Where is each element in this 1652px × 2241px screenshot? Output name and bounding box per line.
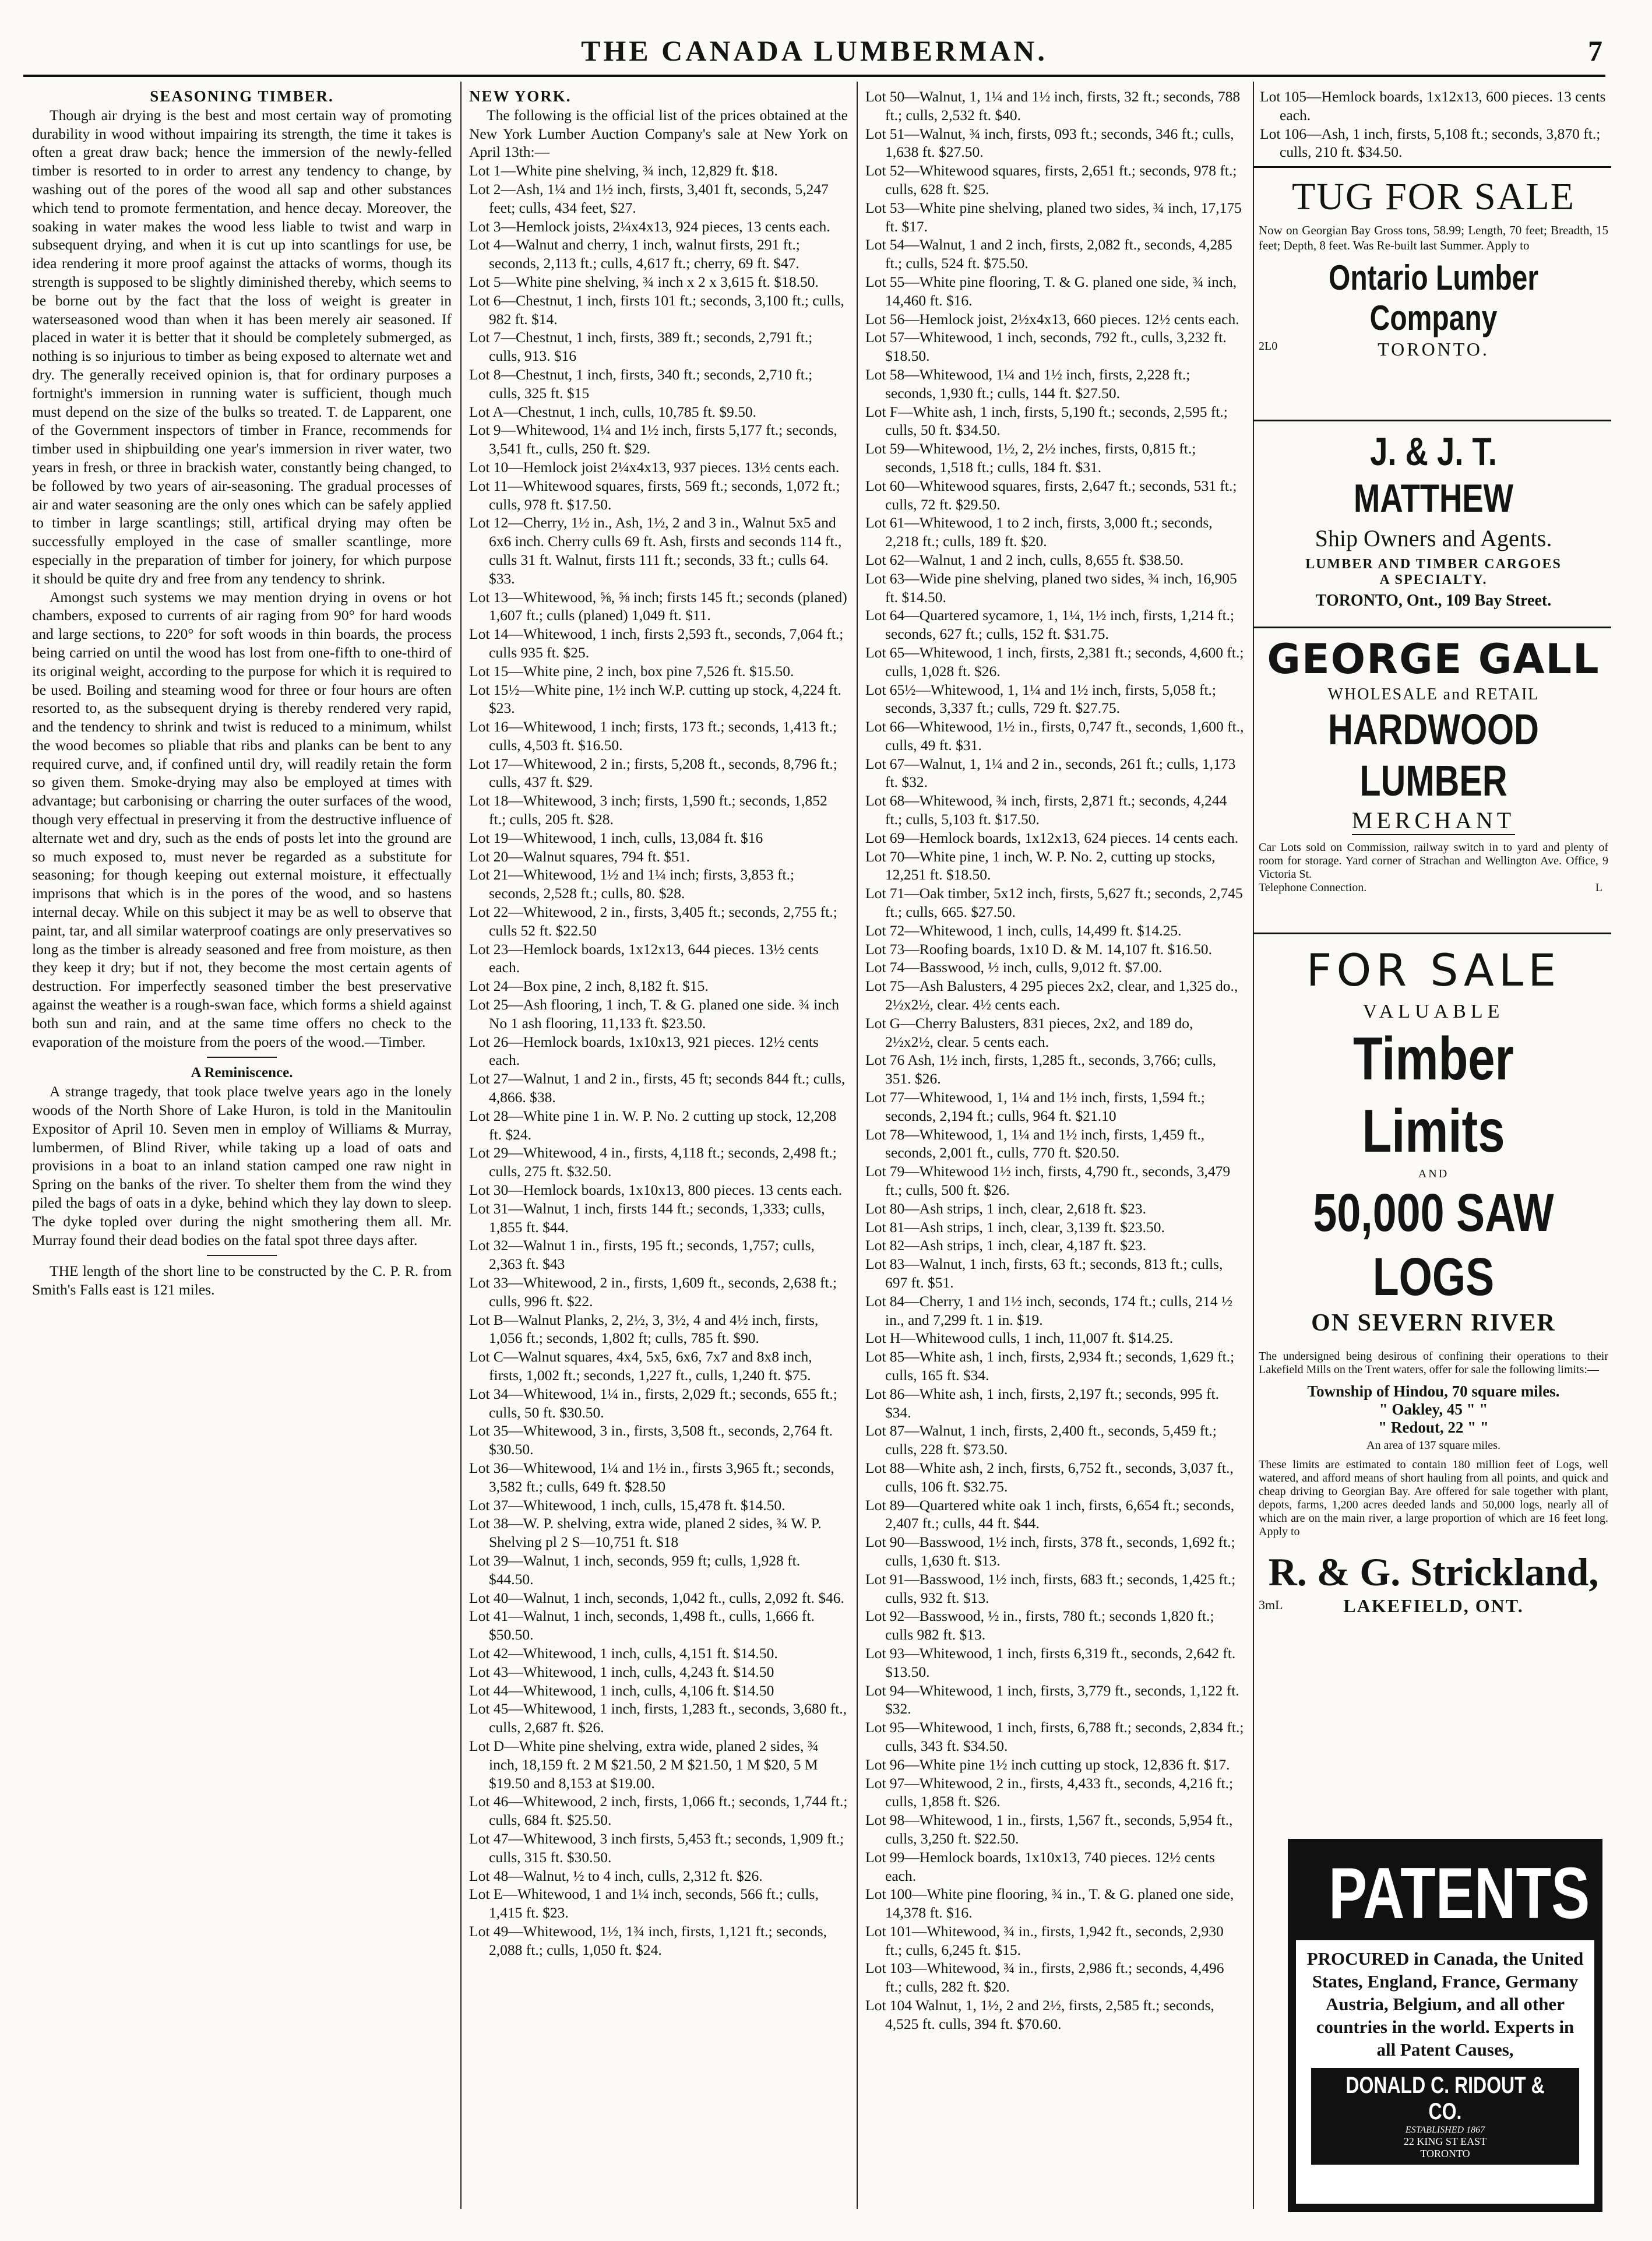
- column-rule: [1253, 82, 1254, 2209]
- lot-entry: Lot 17—Whitewood, 2 in.; firsts, 5,208 ft., seconds, 8,796 ft.; culls, 437 ft. $29.: [469, 755, 837, 791]
- lot-entry: Lot 55—White pine flooring, T. & G. planed one side, ¾ inch, 14,460 ft. $16.: [865, 273, 1237, 309]
- lot-entry: Lot 96—White pine 1½ inch cutting up stock, 12,836 ft. $17.: [865, 1755, 1230, 1773]
- lot-entry: Lot 75—Ash Balusters, 4 295 pieces 2x2, clear, and 1,325 do., 2½x2½, clear. 4½ cents each.: [865, 977, 1238, 1014]
- lot-entry: Lot 2—Ash, 1¼ and 1½ inch, firsts, 3,401 ft, seconds, 5,247 feet; culls, 434 feet, $27.: [469, 180, 829, 216]
- lot-entry: Lot 20—Walnut squares, 794 ft. $51.: [469, 847, 690, 865]
- ad-title: FOR SALE: [1306, 944, 1561, 996]
- article-paragraph: A strange tragedy, that took place twelve years ago in the lonely woods of the North Shore of Lake Huron, is told in the Manitoulin Expositor of April 10. Seven men in employ of Williams & Murray, lumbermen, of Blind River, while taking up a load of oats and provisions in a boat to an inland station camped one raw night in Spring on the banks of the river. To shelter them from the wind they piled the bags of oats in a dyke, behind which they lay down to sleep. The dyke topled over during the night smothering them all. Mr. Murray found their dead bodies on the fatal spot three days after.: [32, 1083, 452, 1248]
- lot-entry: Lot 72—Whitewood, 1 inch, culls, 14,499 ft. $14.25.: [865, 921, 1182, 939]
- lot-entry: Lot 15½—White pine, 1½ inch W.P. cutting up stock, 4,224 ft. $23.: [469, 681, 841, 717]
- ad-phone: Telephone Connection.: [1259, 881, 1367, 894]
- lot-entry: Lot 19—Whitewood, 1 inch, culls, 13,084 ft. $16: [469, 829, 763, 846]
- lot-entry: Lot 94—Whitewood, 1 inch, firsts, 3,779 ft., seconds, 1,122 ft. $32.: [865, 1681, 1239, 1718]
- lot-entry: Lot 45—Whitewood, 1 inch, firsts, 1,283 ft., seconds, 3,680 ft., culls, 2,687 ft. $26.: [469, 1700, 847, 1736]
- lot-entry: Lot 8—Chestnut, 1 inch, firsts, 340 ft.; seconds, 2,710 ft.; culls, 325 ft. $15: [469, 365, 813, 402]
- ad-firm-block: [1311, 2068, 1579, 2165]
- lot-entry: Lot 103—Whitewood, ¾ in., firsts, 2,986 ft.; seconds, 4,496 ft.; culls, 282 ft. $20.: [865, 1959, 1224, 1996]
- lot-entry: Lot 12—Cherry, 1½ in., Ash, 1½, 2 and 3 in., Walnut 5x5 and 6x6 inch. Cherry culls 69 ft. Ash, firsts and seconds 114 ft., culls 31 ft. Walnut, firsts 111 ft.; seconds, 33 ft.; culls 64. $33.: [469, 514, 842, 587]
- lot-entry: Lot 67—Walnut, 1, 1¼ and 2 in., seconds, 261 ft.; culls, 1,173 ft. $32.: [865, 755, 1236, 791]
- lot-entry: Lot 62—Walnut, 1 and 2 inch, culls, 8,655 ft. $38.50.: [865, 551, 1184, 568]
- lot-entry: Lot 36—Whitewood, 1¼ and 1½ in., firsts 3,965 ft.; seconds, 3,582 ft.; culls, 649 ft. $28.50: [469, 1459, 834, 1495]
- patents-ad: [1288, 1839, 1602, 2212]
- lot-entry: Lot H—Whitewood culls, 1 inch, 11,007 ft. $14.25.: [865, 1329, 1174, 1347]
- lot-entry: Lot 77—Whitewood, 1, 1¼ and 1½ inch, firsts, 1,594 ft.; seconds, 2,194 ft.; culls, 964 ft. $21.10: [865, 1089, 1205, 1124]
- lot-entry: Lot 24—Box pine, 2 inch, 8,182 ft. $15.: [469, 977, 709, 995]
- ad-line: A SPECIALTY.: [1379, 572, 1488, 587]
- lot-entry: Lot 57—Whitewood, 1 inch, seconds, 792 ft., culls, 3,232 ft. $18.50.: [865, 329, 1227, 365]
- column-rule: [460, 82, 462, 2209]
- lot-entry: Lot 5—White pine shelving, ¾ inch x 2 x 3,615 ft. $18.50.: [469, 273, 819, 290]
- lot-entry: Lot 40—Walnut, 1 inch, seconds, 1,042 ft., culls, 2,092 ft. $46.: [469, 1589, 844, 1606]
- lot-entry: Lot 51—Walnut, ¾ inch, firsts, 093 ft.; seconds, 346 ft.; culls, 1,638 ft. $27.50.: [865, 125, 1234, 161]
- lot-entry: Lot 42—Whitewood, 1 inch, culls, 4,151 ft. $14.50.: [469, 1644, 778, 1662]
- ad-line: 50,000 SAW LOGS: [1313, 1183, 1554, 1307]
- divider: [207, 1057, 277, 1058]
- ad-line: AND: [1418, 1167, 1449, 1180]
- ad-line: MERCHANT: [1352, 807, 1515, 835]
- ad-line: Timber Limits: [1353, 1025, 1514, 1165]
- lot-entry: Lot 10—Hemlock joist 2¼x4x13, 937 pieces. 13½ cents each.: [469, 458, 840, 476]
- tug-ad: [1259, 175, 1608, 360]
- article-heading: A Reminiscence.: [191, 1065, 293, 1081]
- ad-body: Car Lots sold on Commission, railway switch in to yard and plenty of room for storage. Yard corner of Strachan and Wellington Ave. Office, 9 Victoria St.: [1259, 841, 1608, 881]
- ad-line: Ship Owners and Agents.: [1315, 525, 1552, 551]
- lot-entry: Lot 53—White pine shelving, planed two sides, ¾ inch, 17,175 ft. $17.: [865, 199, 1242, 235]
- gall-ad: [1259, 635, 1608, 898]
- ad-line: WHOLESALE and RETAIL: [1327, 685, 1540, 703]
- column-new-york: [469, 87, 848, 2209]
- lot-entry: Lot 87—Walnut, 1 inch, firsts, 2,400 ft., seconds, 5,459 ft.; culls, 228 ft. $73.50.: [865, 1422, 1217, 1458]
- lot-entry: Lot 74—Basswood, ½ inch, culls, 9,012 ft. $7.00.: [865, 959, 1163, 976]
- lot-entry: Lot 7—Chestnut, 1 inch, firsts, 389 ft.; seconds, 2,791 ft.; culls, 913. $16: [469, 329, 813, 365]
- lot-entry: Lot 1—White pine shelving, ¾ inch, 12,829 ft. $18.: [469, 162, 778, 180]
- ad-title: PATENTS: [1296, 1847, 1594, 1940]
- ad-address: TORONTO, Ont., 109 Bay Street.: [1315, 592, 1552, 610]
- page-number: 7: [1588, 34, 1602, 67]
- lot-entry: Lot 104 Walnut, 1, 1½, 2 and 2½, firsts, 2,585 ft.; seconds, 4,525 ft. culls, 394 ft. $70.60.: [865, 1997, 1214, 2032]
- ad-line: TORONTO: [1420, 2148, 1470, 2159]
- ad-line: 22 KING ST EAST: [1403, 2136, 1487, 2147]
- lot-entry: Lot 79—Whitewood 1½ inch, firsts, 4,790 ft., seconds, 3,479 ft.; culls, 500 ft. $26.: [865, 1163, 1231, 1199]
- lot-entry: Lot 95—Whitewood, 1 inch, firsts, 6,788 ft.; seconds, 2,834 ft.; culls, 343 ft. $34.50.: [865, 1719, 1244, 1754]
- lot-entry: Lot 63—Wide pine shelving, planed two sides, ¾ inch, 16,905 ft. $14.50.: [865, 569, 1237, 606]
- ad-divider: [1253, 420, 1611, 421]
- ad-code: L: [1595, 881, 1602, 894]
- ad-line: An area of 137 square miles.: [1366, 1439, 1500, 1452]
- lot-entry: Lot 34—Whitewood, 1¼ in., firsts, 2,029 ft.; seconds, 655 ft.; culls, 50 ft. $30.50.: [469, 1385, 837, 1421]
- lot-entry: Lot 54—Walnut, 1 and 2 inch, firsts, 2,082 ft., seconds, 4,285 ft.; culls, 524 ft. $75.50.: [865, 236, 1232, 272]
- news-item: THE length of the short line to be constructed by the C. P. R. from Smith's Falls east is 121 miles.: [32, 1262, 452, 1299]
- lot-entry: Lot 65½—Whitewood, 1, 1¼ and 1½ inch, firsts, 5,058 ft.; seconds, 3,337 ft.; culls, 729 ft. $27.75.: [865, 681, 1217, 717]
- lot-entry: Lot 6—Chestnut, 1 inch, firsts 101 ft.; seconds, 3,100 ft.; culls, 982 ft. $14.: [469, 291, 844, 328]
- matthew-ad: [1259, 428, 1608, 610]
- ad-firm: R. & G. Strickland,: [1268, 1550, 1599, 1594]
- article-heading: SEASONING TIMBER.: [150, 87, 334, 105]
- lot-entry: Lot C—Walnut squares, 4x4, 5x5, 6x6, 7x7 and 8x8 inch, firsts, 1,002 ft.; seconds, 1,227 ft., culls, 1,240 ft. $75.: [469, 1348, 812, 1384]
- lot-entry: Lot 92—Basswood, ½ in., firsts, 780 ft.; seconds 1,820 ft.; culls 982 ft. $13.: [865, 1607, 1214, 1644]
- lot-entry: Lot 56—Hemlock joist, 2½x4x13, 660 pieces. 12½ cents each.: [865, 310, 1239, 328]
- lot-entry: Lot 83—Walnut, 1 inch, firsts, 63 ft.; seconds, 813 ft.; culls, 697 ft. $51.: [865, 1255, 1223, 1291]
- article-intro: The following is the official list of the prices obtained at the New York Lumber Auction Company's sale at New York on April 13th:—: [469, 106, 848, 161]
- lot-entry: Lot 9—Whitewood, 1¼ and 1½ inch, firsts 5,177 ft.; seconds, 3,541 ft., culls, 250 ft. $29.: [469, 421, 837, 458]
- ad-body: PROCURED in Canada, the United States, England, France, Germany Austria, Belgium, and all other countries in the world. Experts in all Patent Causes,: [1306, 1948, 1584, 2060]
- lot-entry: Lot 52—Whitewood squares, firsts, 2,651 ft.; seconds, 978 ft.; culls, 628 ft. $25.: [865, 162, 1237, 198]
- lot-entry: Lot 37—Whitewood, 1 inch, culls, 15,478 ft. $14.50.: [469, 1496, 786, 1514]
- lot-entry: Lot 21—Whitewood, 1½ and 1¼ inch; firsts, 3,853 ft.; seconds, 2,528 ft.; culls, 80. $28.: [469, 866, 795, 902]
- lot-entry: Lot 22—Whitewood, 2 in., firsts, 3,405 ft.; seconds, 2,755 ft.; culls 52 ft. $22.50: [469, 903, 837, 939]
- lot-entry: Lot 46—Whitewood, 2 inch, firsts, 1,066 ft.; seconds, 1,744 ft.; culls, 684 ft. $25.50.: [469, 1793, 848, 1829]
- lot-entry: Lot 3—Hemlock joists, 2¼x4x13, 924 pieces, 13 cents each.: [469, 217, 830, 235]
- lot-entry: Lot 59—Whitewood, 1½, 2, 2½ inches, firsts, 0,815 ft.; seconds, 1,518 ft.; culls, 184 ft. $31.: [865, 440, 1196, 476]
- lot-entry: Lot 70—White pine, 1 inch, W. P. No. 2, cutting up stocks, 12,251 ft. $18.50.: [865, 847, 1216, 884]
- article-paragraph: Amongst such systems we may mention drying in ovens or hot chambers, exposed to currents of air raging from 90° for hard woods and large sections, to 220° for soft woods in thin boards, the process being carried on until the wood has lost from one-fifth to one-third of its original weight, according to the purpose for which it is required to be used. Boiling and steaming wood for three or four hours are often resorted to, as the subsequent drying is thereby rendered very rapid, and the tendency to shrink and twist is reduced to a minimum, whilst the wood becomes so pliable that ribs and planks can be bent to any required curve, and, if confined until dry, will readily retain the form so given them. Smoke-drying may also be employed at times with advantage; but carbonising or charring the outer surfaces of the wood, though very effectual in preserving it from the destructive influence of alternate wet and dry, such as the ends of posts let into the ground are so much exposed to, must never be regarded as a substitute for seasoning; for though keeping out external moisture, it effectually imprisons that which is in the pores of the wood, and so hastens internal decay. While on this subject it may be as well to observe that paint, tar, and all similar waterproof coatings are only preservatives so long as the timber is already seasoned and free from moisture, as then they keep it dry; but if not, they become the most certain agents of destruction. For imperfectly seasoned timber the best preservative against the weather is a rough-swan face, which forms a shield against both sun and rain, and at the same time offers no check to the evaporation of the moisture from the poers of the wood.—Timber.: [32, 588, 452, 1050]
- ad-title: TUG FOR SALE: [1291, 175, 1576, 218]
- ad-line: " Oakley, 45 " ": [1379, 1401, 1488, 1418]
- lot-entry: Lot D—White pine shelving, extra wide, planed 2 sides, ¾ inch, 18,159 ft. 2 M $21.50, 2 M $21.50, 1 M $20, 5 M $19.50 and 8,153 at $19.00.: [469, 1737, 819, 1792]
- ad-company: Ontario Lumber Company: [1328, 258, 1539, 337]
- lot-entry: Lot 106—Ash, 1 inch, firsts, 5,108 ft.; seconds, 3,870 ft.; culls, 210 ft. $34.50.: [1260, 125, 1601, 161]
- lot-entry: Lot 60—Whitewood squares, firsts, 2,647 ft.; seconds, 531 ft.; culls, 72 ft. $29.50.: [865, 477, 1237, 513]
- lot-entry: Lot 47—Whitewood, 3 inch firsts, 5,453 ft.; seconds, 1,909 ft.; culls, 315 ft. $30.50.: [469, 1830, 844, 1866]
- lot-entry: Lot 105—Hemlock boards, 1x12x13, 600 pieces. 13 cents each.: [1260, 88, 1606, 124]
- lot-entry: Lot 61—Whitewood, 1 to 2 inch, firsts, 3,000 ft.; seconds, 2,218 ft.; culls, 189 ft. $20.: [865, 514, 1213, 550]
- lot-entry: Lot E—Whitewood, 1 and 1¼ inch, seconds, 566 ft.; culls, 1,415 ft. $23.: [469, 1885, 819, 1922]
- lot-entry: Lot 98—Whitewood, 1 in., firsts, 1,567 ft., seconds, 5,954 ft., culls, 3,250 ft. $22.50.: [865, 1811, 1233, 1847]
- lot-entry: Lot 39—Walnut, 1 inch, seconds, 959 ft; culls, 1,928 ft. $44.50.: [469, 1552, 801, 1588]
- lot-entry: Lot B—Walnut Planks, 2, 2½, 3, 3½, 4 and 4½ inch, firsts, 1,056 ft.; seconds, 1,802 ft; culls, 785 ft. $90.: [469, 1311, 819, 1347]
- lot-entry: Lot 31—Walnut, 1 inch, firsts 144 ft.; seconds, 1,333; culls, 1,855 ft. $44.: [469, 1199, 825, 1236]
- lot-entry: Lot 89—Quartered white oak 1 inch, firsts, 6,654 ft.; seconds, 2,407 ft.; culls, 44 ft. $44.: [865, 1496, 1235, 1532]
- lot-entry: Lot 64—Quartered sycamore, 1, 1¼, 1½ inch, firsts, 1,214 ft.; seconds, 627 ft.; culls, 152 ft. $31.75.: [865, 607, 1235, 643]
- lot-entry: Lot 14—Whitewood, 1 inch, firsts 2,593 ft., seconds, 7,064 ft.; culls 935 ft. $25.: [469, 625, 844, 661]
- forsale-ad: [1259, 944, 1608, 1619]
- newspaper-title: THE CANADA LUMBERMAN.: [581, 34, 1048, 67]
- ad-line: " Redout, 22 " ": [1378, 1419, 1489, 1436]
- lot-entry: Lot 35—Whitewood, 3 in., firsts, 3,508 ft., seconds, 2,764 ft. $30.50.: [469, 1422, 833, 1458]
- lot-entry: Lot 26—Hemlock boards, 1x10x13, 921 pieces. 12½ cents each.: [469, 1033, 819, 1069]
- lot-entry: Lot G—Cherry Balusters, 831 pieces, 2x2, and 189 do, 2½x2½, clear. 5 cents each.: [865, 1014, 1193, 1050]
- ad-body: The undersigned being desirous of confining their operations to their Lakefield Mills on the Trent waters, offer for sale the following limits:—: [1259, 1350, 1608, 1376]
- lot-entry: Lot 93—Whitewood, 1 inch, firsts 6,319 ft., seconds, 2,642 ft. $13.50.: [865, 1644, 1236, 1680]
- lot-entry: Lot 33—Whitewood, 2 in., firsts, 1,609 ft., seconds, 2,638 ft.; culls, 996 ft. $22.: [469, 1274, 837, 1310]
- lot-entry: Lot 69—Hemlock boards, 1x12x13, 624 pieces. 14 cents each.: [865, 829, 1239, 846]
- article-paragraph: Though air drying is the best and most certain way of promoting durability in wood without impairing its strength, the time it takes is often a great draw back; hence the immersion of the newly-felled timber is resorted to in order to arrest any tendency to change, by washing out of the pores of the wood all sap and other substances which tend to promote fermentation, and hence decay. Moreover, the soaking in water makes the wood less liable to twist and warp in subsequent drying, and when it is cut up into scantlings for use, be idea rendering it more proof against the attacks of worms, though its strength is supposed to be slightly diminished thereby, which seems to be borne out by the fact that the loss of weight is greater in waterseasoned wood than when it has been merely air seasoned. If placed in water it is better that it should be completely submerged, as nothing is so injurious to timber as being exposed to alternate wet and dry. The generally received opinion is, that for ordinary purposes a fortnight's immersion in running water is sufficient, though much must depend on the size of the bulks so treated. T. de Lapparent, one of the Government inspectors of timber in France, recommends for timber used in shipbuilding one year's immersion in river water, two years in fresh, or three in brackish water, constantly being changed, to be followed by two years of air-seasoning. The gradual processes of air and water seasoning are the only ones which can be safely applied to timber in large scantlings; still, artifical drying may often be successfully employed in the case of smaller scantlinge, more especially in the preparation of timber for joinery, for which purpose it should be quite dry and free from any tendency to shrink.: [32, 106, 452, 587]
- lot-entry: Lot 76 Ash, 1½ inch, firsts, 1,285 ft., seconds, 3,766; culls, 351. $26.: [865, 1051, 1217, 1088]
- lot-entry: Lot 68—Whitewood, ¾ inch, firsts, 2,871 ft.; seconds, 4,244 ft.; culls, 5,103 ft. $17.50.: [865, 792, 1227, 828]
- lot-entry: Lot 13—Whitewood, ⅝, ⅝ inch; firsts 145 ft.; seconds (planed) 1,607 ft.; culls (planed) 1,049 ft. $11.: [469, 588, 847, 624]
- lot-entry: Lot 41—Walnut, 1 inch, seconds, 1,498 ft., culls, 1,666 ft. $50.50.: [469, 1607, 815, 1644]
- lot-entry: Lot 4—Walnut and cherry, 1 inch, walnut firsts, 291 ft.; seconds, 2,113 ft.; culls, 4,617 ft.; cherry, 69 ft. $47.: [469, 236, 800, 272]
- lot-entry: Lot 82—Ash strips, 1 inch, clear, 4,187 ft. $23.: [865, 1237, 1146, 1254]
- lot-entry: Lot 49—Whitewood, 1½, 1¾ inch, firsts, 1,121 ft.; seconds, 2,088 ft.; culls, 1,050 ft. $24.: [469, 1922, 827, 1958]
- lots-tail: [1260, 87, 1607, 163]
- lot-entry: Lot 11—Whitewood squares, firsts, 569 ft.; seconds, 1,072 ft.; culls, 978 ft. $17.50.: [469, 477, 840, 513]
- lot-entry: Lot 23—Hemlock boards, 1x12x13, 644 pieces. 13½ cents each.: [469, 940, 819, 976]
- lot-entry: Lot A—Chestnut, 1 inch, culls, 10,785 ft. $9.50.: [469, 403, 756, 420]
- lot-entry: Lot 65—Whitewood, 1 inch, firsts, 2,381 ft.; seconds, 4,600 ft.; culls, 1,028 ft. $26.: [865, 643, 1244, 680]
- ad-divider: [1253, 627, 1611, 628]
- lot-entry: Lot 16—Whitewood, 1 inch; firsts, 173 ft.; seconds, 1,413 ft.; culls, 4,503 ft. $16.50.: [469, 718, 837, 754]
- lot-entry: Lot 38—W. P. shelving, extra wide, planed 2 sides, ¾ W. P. Shelving pl 2 S—10,751 ft. $18: [469, 1515, 822, 1551]
- lot-entry: Lot 88—White ash, 2 inch, firsts, 6,752 ft., seconds, 3,037 ft., culls, 106 ft. $32.75.: [865, 1459, 1234, 1495]
- ad-body: Now on Georgian Bay Gross tons, 58.99; Length, 70 feet; Breadth, 15 feet; Depth, 8 feet. Was Re-built last Summer. Apply to: [1259, 223, 1608, 252]
- article-heading: NEW YORK.: [469, 87, 572, 105]
- lot-entry: Lot 80—Ash strips, 1 inch, clear, 2,618 ft. $23.: [865, 1199, 1146, 1217]
- lot-entry: Lot 25—Ash flooring, 1 inch, T. & G. planed one side. ¾ inch No 1 ash flooring, 11,133 ft. $23.50.: [469, 996, 840, 1032]
- lot-entry: Lot 91—Basswood, 1½ inch, firsts, 683 ft.; seconds, 1,425 ft.; culls, 932 ft. $13.: [865, 1570, 1236, 1606]
- lot-entry: Lot 90—Basswood, 1½ inch, firsts, 378 ft., seconds, 1,692 ft.; culls, 1,630 ft. $13.: [865, 1533, 1235, 1569]
- lot-entry: Lot 78—Whitewood, 1, 1¼ and 1½ inch, firsts, 1,459 ft., seconds, 2,001 ft., culls, 770 ft. $20.50.: [865, 1125, 1205, 1162]
- lot-entry: Lot 66—Whitewood, 1½ in., firsts, 0,747 ft., seconds, 1,600 ft., culls, 49 ft. $31.: [865, 718, 1244, 754]
- lot-entry: Lot 29—Whitewood, 4 in., firsts, 4,118 ft.; seconds, 2,498 ft.; culls, 275 ft. $32.50.: [469, 1144, 837, 1180]
- lot-entry: Lot 18—Whitewood, 3 inch; firsts, 1,590 ft.; seconds, 1,852 ft.; culls, 205 ft. $28.: [469, 792, 827, 828]
- lot-entry: Lot 85—White ash, 1 inch, firsts, 2,934 ft.; seconds, 1,629 ft.; culls, 165 ft. $34.: [865, 1348, 1235, 1384]
- lot-entry: Lot 86—White ash, 1 inch, firsts, 2,197 ft.; seconds, 995 ft. $34.: [865, 1385, 1219, 1421]
- divider: [207, 1255, 277, 1256]
- lot-entry: Lot 30—Hemlock boards, 1x10x13, 800 pieces. 13 cents each.: [469, 1181, 843, 1199]
- ad-line: ON SEVERN RIVER: [1311, 1310, 1556, 1336]
- ad-code: 3mL: [1259, 1598, 1283, 1612]
- ad-body: These limits are estimated to contain 180 million feet of Logs, well watered, and afford means of short hauling from all points, and quick and cheap driving to Georgian Bay. Are offered for sale together with plant, depots, farms, 1,200 acres deeded lands and 50,000 logs, nearly all of which are on the main river, a large proportion of which are 16 feet long. Apply to: [1259, 1458, 1608, 1538]
- ad-line: VALUABLE: [1362, 1001, 1505, 1022]
- ad-title: J. & J. T. MATTHEW: [1354, 430, 1513, 520]
- lot-entry: Lot 27—Walnut, 1 and 2 in., firsts, 45 ft; seconds 844 ft.; culls, 4,866. $38.: [469, 1070, 846, 1106]
- lot-entry: Lot 28—White pine 1 in. W. P. No. 2 cutting up stock, 12,208 ft. $24.: [469, 1107, 837, 1143]
- lot-entry: Lot 44—Whitewood, 1 inch, culls, 4,106 ft. $14.50: [469, 1681, 774, 1699]
- ad-code: 2L0: [1259, 340, 1278, 353]
- ad-line: HARDWOOD LUMBER: [1328, 705, 1539, 805]
- lot-entry: Lot 97—Whitewood, 2 in., firsts, 4,433 ft., seconds, 4,216 ft.; culls, 1,858 ft. $26.: [865, 1774, 1234, 1810]
- lot-entry: Lot 100—White pine flooring, ¾ in., T. & G. planed one side, 14,378 ft. $16.: [865, 1885, 1234, 1922]
- lot-entry: Lot 32—Walnut 1 in., firsts, 195 ft.; seconds, 1,757; culls, 2,363 ft. $43: [469, 1237, 815, 1273]
- lot-entry: Lot 73—Roofing boards, 1x10 D. & M. 14,107 ft. $16.50.: [865, 940, 1212, 958]
- ad-divider: [1253, 166, 1611, 168]
- ad-line: LUMBER AND TIMBER CARGOES: [1305, 557, 1562, 572]
- column-rule: [857, 82, 858, 2209]
- lot-entry: Lot 84—Cherry, 1 and 1½ inch, seconds, 174 ft.; culls, 214 ½ in., and 7,299 ft. 1 in. $19.: [865, 1292, 1233, 1328]
- ad-city: TORONTO.: [1378, 339, 1489, 360]
- lot-entry: Lot 43—Whitewood, 1 inch, culls, 4,243 ft. $14.50: [469, 1663, 774, 1680]
- ad-title: GEORGE GALL: [1267, 635, 1600, 683]
- lot-entry: Lot 99—Hemlock boards, 1x10x13, 740 pieces. 12½ cents each.: [865, 1848, 1215, 1884]
- lot-entry: Lot 48—Walnut, ½ to 4 inch, culls, 2,312 ft. $26.: [469, 1867, 763, 1884]
- ad-line: ESTABLISHED 1867: [1405, 2125, 1485, 2135]
- ad-city: LAKEFIELD, ONT.: [1343, 1595, 1524, 1616]
- lot-entry: Lot 81—Ash strips, 1 inch, clear, 3,139 ft. $23.50.: [865, 1218, 1165, 1236]
- lot-entry: Lot 101—Whitewood, ¾ in., firsts, 1,942 ft., seconds, 2,930 ft.; culls, 6,245 ft. $15.: [865, 1922, 1224, 1958]
- column-seasoning: [32, 87, 452, 2209]
- page-header: [23, 28, 1605, 77]
- column-lots-continued: [865, 87, 1244, 2209]
- lot-entry: Lot 58—Whitewood, 1¼ and 1½ inch, firsts, 2,228 ft.; seconds, 1,930 ft.; culls, 144 ft. $27.50.: [865, 365, 1190, 402]
- lot-entry: Lot 71—Oak timber, 5x12 inch, firsts, 5,627 ft.; seconds, 2,745 ft.; culls, 665. $27.50.: [865, 885, 1243, 921]
- lot-entry: Lot F—White ash, 1 inch, firsts, 5,190 ft.; seconds, 2,595 ft.; culls, 50 ft. $34.50.: [865, 403, 1228, 439]
- ad-firm: DONALD C. RIDOUT & CO.: [1345, 2073, 1545, 2124]
- ad-line: Township of Hindou, 70 square miles.: [1307, 1382, 1560, 1400]
- ad-divider: [1253, 933, 1611, 934]
- lot-entry: Lot 15—White pine, 2 inch, box pine 7,526 ft. $15.50.: [469, 662, 794, 680]
- lot-entry: Lot 50—Walnut, 1, 1¼ and 1½ inch, firsts, 32 ft.; seconds, 788 ft.; culls, 2,532 ft. $40.: [865, 88, 1241, 124]
